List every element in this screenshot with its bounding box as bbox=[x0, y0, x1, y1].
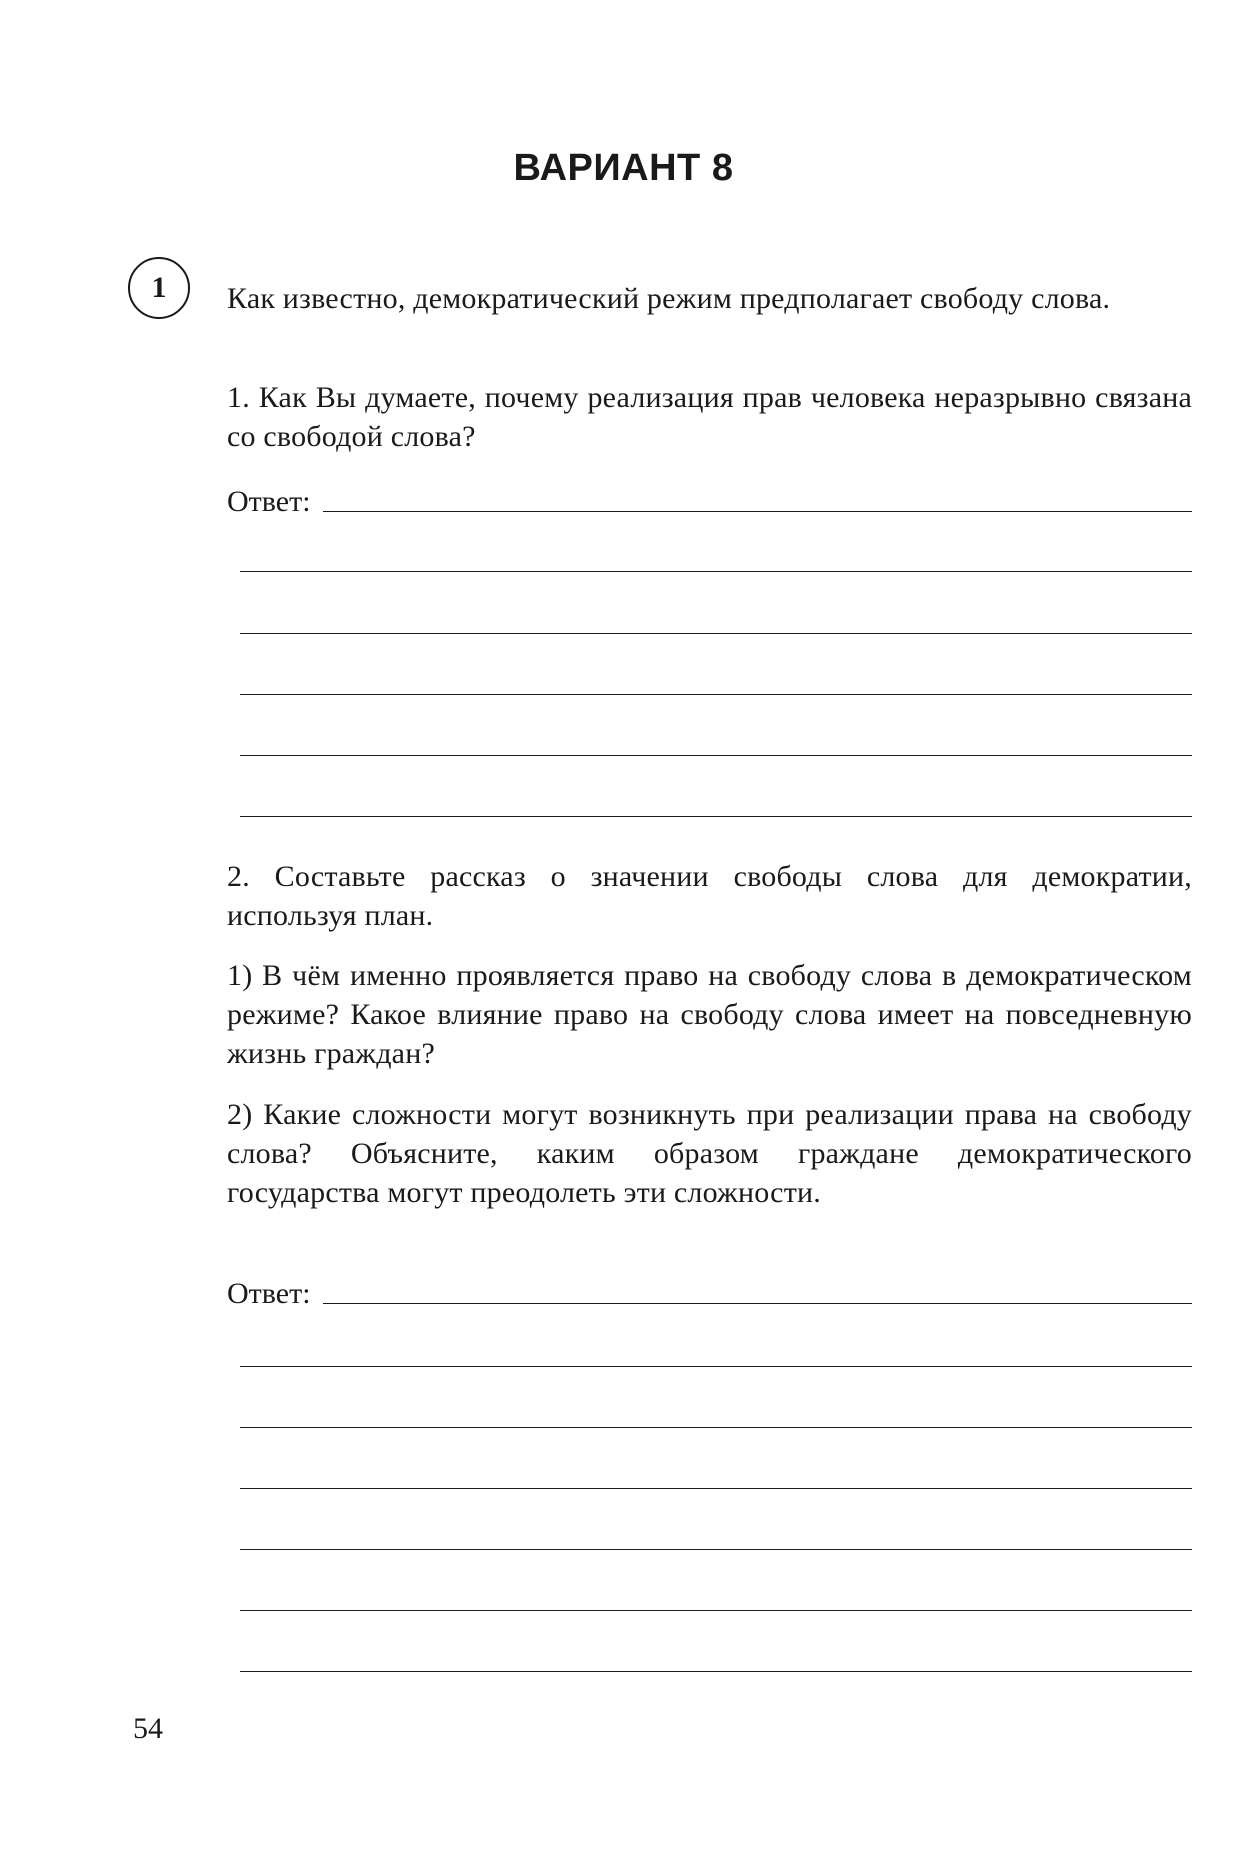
answer-line[interactable] bbox=[240, 1610, 1192, 1611]
answer-label-1: Ответ: bbox=[227, 485, 311, 518]
answer-line[interactable] bbox=[240, 755, 1192, 756]
answer-line[interactable] bbox=[240, 1427, 1192, 1428]
task-number-badge: 1 bbox=[128, 257, 190, 319]
question-2: 2. Составьте рассказ о значении свободы слова для демократии, используя план. bbox=[227, 860, 1192, 932]
answer-line[interactable] bbox=[240, 816, 1192, 817]
answer-label-2: Ответ: bbox=[227, 1277, 311, 1310]
answer-line[interactable] bbox=[240, 1366, 1192, 1367]
answer-line[interactable] bbox=[240, 1488, 1192, 1489]
plan-item-2: 2) Какие сложности могут возникнуть при реализации права на свободу слова? Объясните, каким образом граждане демократического государства могут преодолеть эти сложности. bbox=[227, 1098, 1192, 1209]
page-title: ВАРИАНТ 8 bbox=[513, 147, 734, 189]
page-number: 54 bbox=[133, 1712, 163, 1745]
answer-line[interactable] bbox=[323, 1302, 1192, 1304]
answer-line[interactable] bbox=[240, 1549, 1192, 1550]
answer-line[interactable] bbox=[240, 571, 1192, 572]
plan-item-1: 1) В чём именно проявляется право на свободу слова в демократическом режиме? Какое влияние право на свободу слова имеет на повседневную жизнь граждан? bbox=[227, 959, 1192, 1070]
task-intro: Как известно, демократический режим предполагает свободу слова. bbox=[227, 282, 1111, 315]
answer-line[interactable] bbox=[240, 1671, 1192, 1672]
answer-row-2[interactable] bbox=[227, 1270, 1192, 1310]
answer-row-1[interactable] bbox=[227, 478, 1192, 518]
answer-line[interactable] bbox=[323, 510, 1192, 512]
answer-line[interactable] bbox=[240, 694, 1192, 695]
question-1: 1. Как Вы думаете, почему реализация прав человека неразрывно связана со свободой слова? bbox=[227, 381, 1192, 453]
answer-line[interactable] bbox=[240, 633, 1192, 634]
